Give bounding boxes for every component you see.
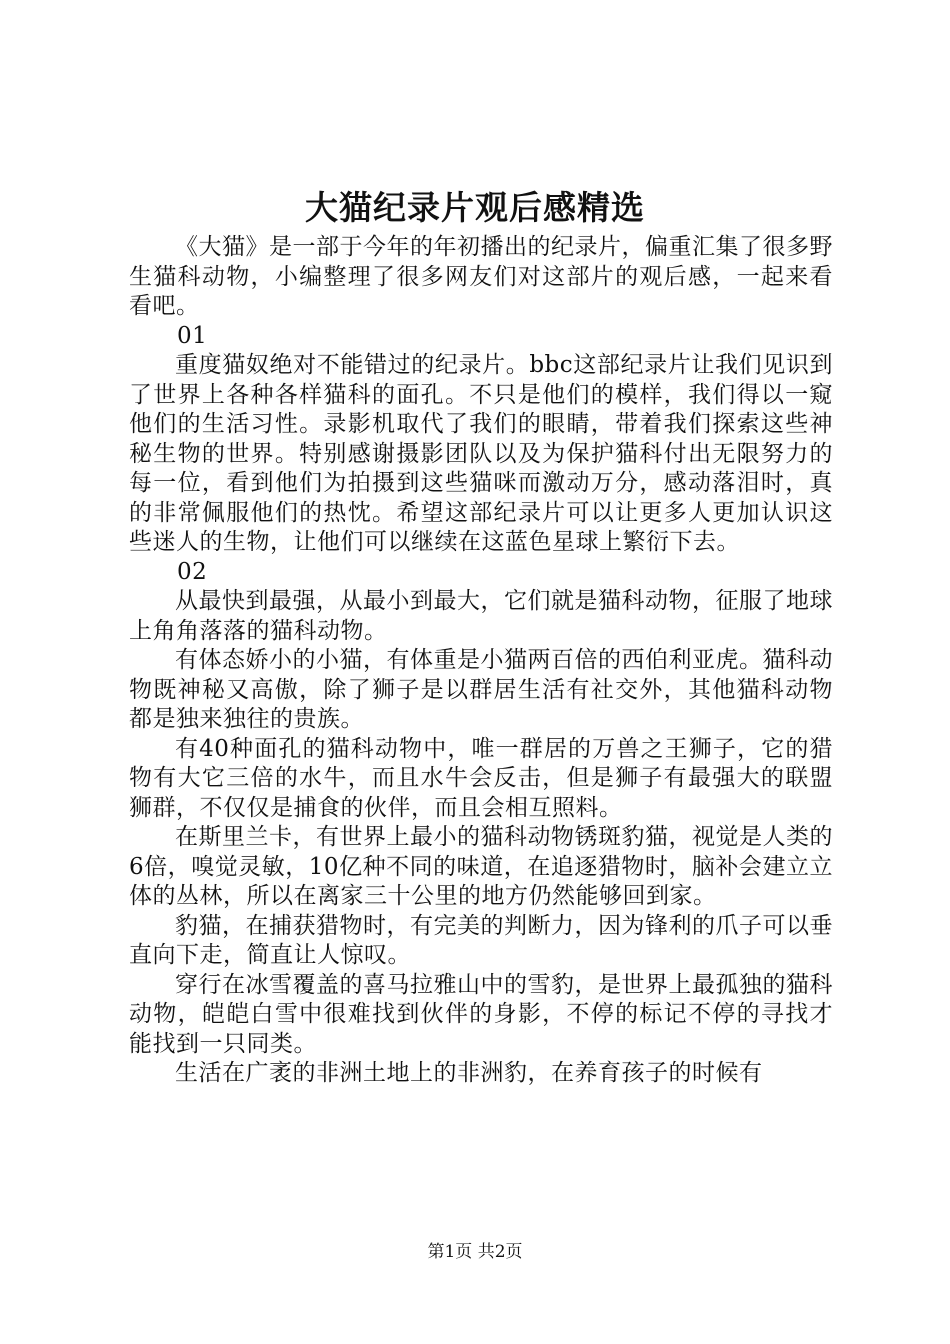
section-02-paragraph: 有体态娇小的小猫，有体重是小猫两百倍的西伯利亚虎。猫科动物既神秘又高傲，除了狮子是以群居生活有社交外，其他猫科动物都是独来独往的贵族。	[129, 647, 833, 732]
section-02-paragraph: 从最快到最强，从最小到最大，它们就是猫科动物，征服了地球上角角落落的猫科动物。	[129, 588, 833, 644]
section-02-paragraph: 有40种面孔的猫科动物中，唯一群居的万兽之王狮子，它的猎物有大它三倍的水牛，而且水牛会反击，但是狮子有最强大的联盟狮群，不仅仅是捕食的伙伴，而且会相互照料。	[129, 735, 833, 821]
document-title: 大猫纪录片观后感精选	[305, 188, 645, 227]
section-number-02: 02	[177, 558, 208, 585]
section-02-paragraph: 穿行在冰雪覆盖的喜马拉雅山中的雪豹，是世界上最孤独的猫科动物，皑皑白雪中很难找到伙伴的身影，不停的标记不停的寻找才能找到一只同类。	[129, 971, 833, 1057]
section-02-paragraph: 在斯里兰卡，有世界上最小的猫科动物锈斑豹猫，视觉是人类的6倍，嗅觉灵敏，10亿种不同的味道，在追逐猎物时，脑补会建立立体的丛林，所以在离家三十公里的地方仍然能够回到家。	[129, 824, 833, 909]
section-02-paragraph: 生活在广袤的非洲土地上的非洲豹，在养育孩子的时候有	[175, 1060, 763, 1086]
intro-paragraph: 《大猫》是一部于今年的年初播出的纪录片，偏重汇集了很多野生猫科动物，小编整理了很多网友们对这部片的观后感，一起来看看吧。	[129, 234, 833, 319]
section-02-paragraph: 豹猫，在捕获猎物时，有完美的判断力，因为锋利的爪子可以垂直向下走，简直让人惊叹。	[129, 912, 833, 968]
section-number-01: 01	[177, 322, 208, 349]
section-01-paragraph: 重度猫奴绝对不能错过的纪录片。bbc这部纪录片让我们见识到了世界上各种各样猫科的面孔。不只是他们的模样，我们得以一窥他们的生活习性。录影机取代了我们的眼睛，带着我们探索这些神秘生物的世界。特别感谢摄影团队以及为保护猫科付出无限努力的每一位，看到他们为拍摄到这些猫咪而激动万分，感动落泪时，真的非常佩服他们的热忱。希望这部纪录片可以让更多人更加认识这些迷人的生物，让他们可以继续在这蓝色星球上繁衍下去。	[129, 352, 833, 555]
document-body	[129, 233, 833, 1089]
page-footer: 第1页 共2页	[427, 1242, 523, 1262]
